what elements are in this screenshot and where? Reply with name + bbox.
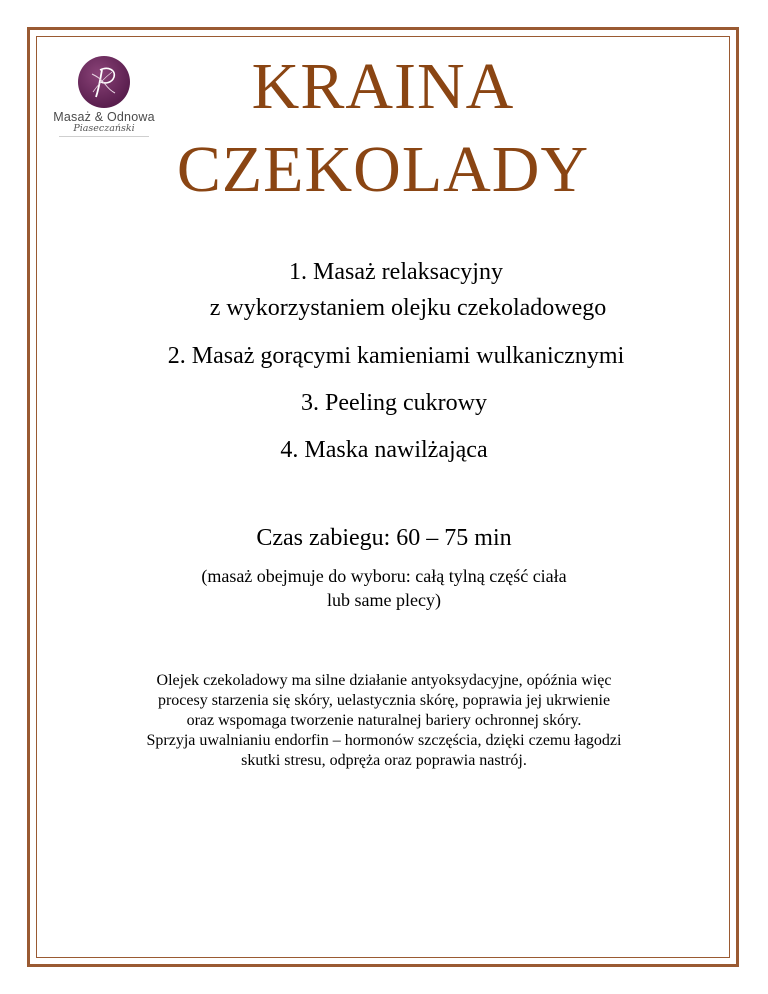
treatment-item-1-detail: z wykorzystaniem olejku czekoladowego bbox=[209, 295, 607, 321]
description-line-2: procesy starzenia się skóry, uelastycznia skórę, poprawia jej ukrwienie bbox=[157, 692, 611, 709]
treatment-duration: Czas zabiegu: 60 – 75 min bbox=[256, 525, 512, 551]
monogram-p-icon bbox=[78, 56, 130, 108]
treatment-item-1: 1. Masaż relaksacyjny bbox=[289, 259, 503, 285]
logo-brand-text: Masaż & Odnowa bbox=[53, 110, 155, 124]
title-line-2: CZEKOLADY bbox=[176, 133, 590, 206]
description-line-5: skutki stresu, odpręża oraz poprawia nastrój. bbox=[241, 752, 527, 769]
treatment-item-4: 4. Maska nawilżająca bbox=[280, 437, 488, 463]
logo-subtitle: Piaseczański bbox=[59, 123, 149, 137]
note-line-1: (masaż obejmuje do wyboru: całą tylną część ciała bbox=[201, 566, 567, 586]
treatment-item-3: 3. Peeling cukrowy bbox=[301, 390, 487, 416]
description-line-4: Sprzyja uwalnianiu endorfin – hormonów szczęścia, dzięki czemu łagodzi bbox=[146, 732, 622, 749]
description-line-1: Olejek czekoladowy ma silne działanie antyoksydacyjne, opóźnia więc bbox=[156, 672, 612, 689]
treatment-item-2: 2. Masaż gorącymi kamieniami wulkanicznymi bbox=[167, 343, 625, 369]
note-line-2: lub same plecy) bbox=[327, 590, 441, 610]
description-line-3: oraz wspomaga tworzenie naturalnej bariery ochronnej skóry. bbox=[186, 712, 582, 729]
title-line-1: KRAINA bbox=[251, 50, 515, 123]
logo bbox=[44, 56, 164, 137]
